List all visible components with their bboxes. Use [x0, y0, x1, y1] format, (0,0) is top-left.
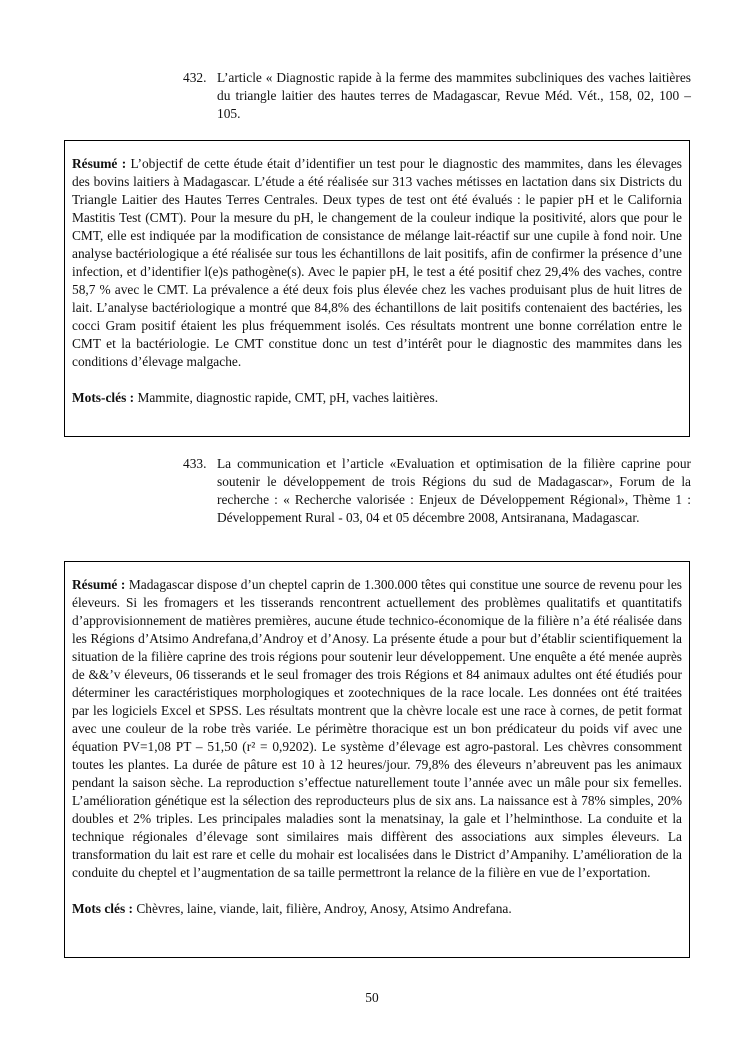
keywords-label: Mots clés :: [72, 901, 133, 916]
entry-number: 432.: [183, 70, 207, 85]
reference-text: La communication et l’article «Evaluation et optimisation de la filière caprine pour soutenir le développement de trois Régions du sud de Madagascar», Forum de la recherche : « Recherche valorisée : Enjeux de Développement Régional», Thème 1 : Développement Rural - 03, 04 et 05 décembre 2008, Antsiranana, Madagascar.: [217, 456, 691, 525]
entry-432-reference: [183, 69, 691, 123]
entry-number: 433.: [183, 456, 207, 471]
reference-text: L’article « Diagnostic rapide à la ferme des mammites subcliniques des vaches laitières du triangle laitier des hautes terres de Madagascar, Revue Méd. Vét., 158, 02, 100 – 105.: [217, 70, 691, 121]
keywords-text: Chèvres, laine, viande, lait, filière, Androy, Anosy, Atsimo Andrefana.: [136, 901, 512, 916]
summary-paragraph: [72, 576, 682, 882]
summary-label: Résumé :: [72, 577, 126, 592]
keywords-label: Mots-clés :: [72, 390, 135, 405]
summary-text: Madagascar dispose d’un cheptel caprin de 1.300.000 têtes qui constitue une source de revenu pour les éleveurs. Si les fromagers et les tisserands rencontrent actuellement des problèmes qualitatifs et quantitatifs d’approvisionnement de matières premières, aucune étude technico-économique de la filière n’a été réalisée dans les Régions d’Atsimo Andrefana,d’Androy et d’Anosy. La présente étude a pour but d’établir scientifiquement la situation de la filière caprine des trois régions pour soutenir leur développement. Une enquête a été menée auprès de &&’v éleveurs, 06 tisserands et le seul fromager des trois Régions et 84 animaux adultes ont été étudiés pour déterminer les caractéristiques morphologiques et zootechniques de la race locale. Les données ont été traitées par les logiciels Excel et SPSS. Les résultats montrent que la chèvre locale est une race à cornes, de petit format avec une couleur de la robe très variée. Le périmètre thoracique est un bon prédicateur du poids vif avec une équation PV=1,08 PT – 51,50 (r² = 0,9202). Le système d’élevage est agro-pastoral. Les chèvres consomment toutes les plantes. La durée de pâture est 10 à 12 heures/jour. 79,8% des éleveurs n’abreuvent pas les animaux pendant la saison sèche. La reproduction s’effectue naturellement toute l’année avec un mâle pour six femelles. L’amélioration génétique est la sélection des reproducteurs plus de six ans. La naissance est à 78% simples, 20% doubles et 2% triples. Les principales maladies sont la menatsinay, la gale et l’helminthose. La conduite et la technique régionales d’élevage sont similaires mais diffèrent des associations aux simples éleveurs. La transformation du lait est rare et celle du mohair est localisées dans le District d’Ampanihy. L’amélioration de la conduite du cheptel et l’augmentation de sa taille permettront la relance de la filière en vue de l’exportation.: [72, 577, 682, 880]
summary-text: L’objectif de cette étude était d’identifier un test pour le diagnostic des mammites, dans les élevages des bovins laitiers à Madagascar. L’étude a été réalisée sur 313 vaches métisses en lactation dans six Districts du Triangle Laitier des Hautes Terres Centrales. Deux types de test ont été évalués : le papier pH et le California Mastitis Test (CMT). Pour la mesure du pH, le changement de la couleur indique la positivité, alors que pour le CMT, elle est indiquée par la modification de consistance de mélange lait-réactif sur une cupile à fond noir. Une analyse bactériologique a été réalisée sur tous les échantillons de lait positifs, afin de confirmer la présence d’une infection, et d’identifier l(e)s pathogène(s). Avec le papier pH, le test a été positif chez 29,4% des vaches, contre 58,7 % avec le CMT. La prévalence a été deux fois plus élevée chez les vaches produisant plus de huit litres de lait. L’analyse bactériologique a montré que 84,8% des échantillons de lait positifs contenaient des bactéries, les cocci Gram positif étaient les plus fréquemment isolés. Ces résultats montrent une bonne corrélation entre le CMT et la bactériologie. Le CMT constitue donc un test d’intérêt pour le diagnostic des mammites dans les conditions d’élevage malgache.: [72, 156, 682, 369]
keywords-text: Mammite, diagnostic rapide, CMT, pH, vaches laitières.: [137, 390, 439, 405]
keywords-paragraph: [72, 389, 682, 407]
summary-box-432: [64, 140, 690, 437]
entry-433-reference: [183, 455, 691, 527]
keywords-paragraph: [72, 900, 682, 918]
summary-box-433: [64, 561, 690, 958]
summary-paragraph: [72, 155, 682, 371]
summary-label: Résumé :: [72, 156, 127, 171]
page-number: 50: [365, 990, 379, 1005]
